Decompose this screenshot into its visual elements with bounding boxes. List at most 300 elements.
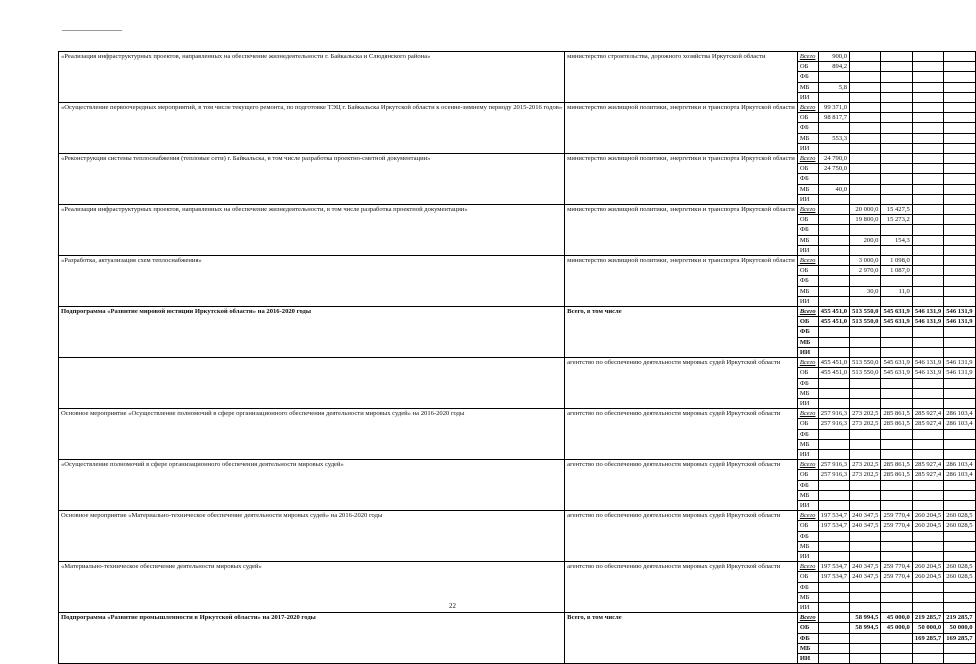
source-code-cell: ИИ [797,92,818,102]
executor-cell: министерство строительства, дорожного хозяйства Иркутской области [565,52,798,103]
year-value-cell: 11,0 [881,286,912,296]
year-value-cell [944,225,975,235]
source-code-cell: ИИ [797,398,818,408]
year-value-cell: 260 204,5 [912,521,943,531]
year-value-cell [912,582,943,592]
year-value-cell: 546 131,9 [944,317,975,327]
year-value-cell: 50 000,0 [912,623,943,633]
source-code-cell: Всего [797,460,818,470]
year-value-cell [881,541,912,551]
year-value-cell [818,266,849,276]
source-code-cell: МБ [797,541,818,551]
table-row [59,256,976,266]
table-row [59,613,976,623]
year-value-cell: 30,0 [850,286,881,296]
year-value-cell: 197 534,7 [818,562,849,572]
year-value-cell [850,551,881,561]
year-value-cell [850,531,881,541]
measure-title: «Осуществление полномочий в сфере организационного обеспечения деятельности мировых судей» [59,460,565,511]
year-value-cell: 15 273,2 [881,215,912,225]
source-code-cell: ИИ [797,347,818,357]
measure-title: Подпрограмма «Развитие мировой юстиции Иркутской области» на 2016-2020 годы [59,307,565,358]
year-value-cell: 545 631,9 [881,307,912,317]
year-value-cell [944,256,975,266]
source-code-cell: ОБ [797,623,818,633]
year-value-cell [881,449,912,459]
year-value-cell: 169 285,7 [944,633,975,643]
year-value-cell [881,429,912,439]
year-value-cell [850,398,881,408]
year-value-cell [818,551,849,561]
table-row [59,358,976,368]
year-value-cell: 260 028,5 [944,511,975,521]
year-value-cell: 260 204,5 [912,572,943,582]
year-value-cell [818,643,849,653]
year-value-cell [818,347,849,357]
year-value-cell [850,327,881,337]
measure-title: Основное мероприятие «Материально-техническое обеспечение деятельности мировых судей» на 2016-2020 годы [59,511,565,562]
year-value-cell [944,337,975,347]
year-value-cell [944,113,975,123]
year-value-cell: 273 202,5 [850,409,881,419]
year-value-cell: 285 927,4 [912,470,943,480]
year-value-cell: 545 631,9 [881,368,912,378]
year-value-cell [881,490,912,500]
measure-title: «Реконструкция системы теплоснабжения (тепловые сети) г. Байкальска, в том числе разработка проектно-сметной документации» [59,154,565,205]
year-value-cell: 219 285,7 [912,613,943,623]
year-value-cell [850,541,881,551]
year-value-cell [818,245,849,255]
year-value-cell [944,439,975,449]
source-code-cell: ОБ [797,113,818,123]
measure-title: Подпрограмма «Развитие промышленности в Иркутской области» на 2017-2020 годы [59,613,565,664]
year-value-cell [850,133,881,143]
year-value-cell [818,235,849,245]
source-code-cell: ОБ [797,419,818,429]
source-code-cell: МБ [797,490,818,500]
year-value-cell: 285 861,5 [881,409,912,419]
source-code-cell: ИИ [797,449,818,459]
source-code-cell: Всего [797,409,818,419]
year-value-cell [818,633,849,643]
year-value-cell [944,123,975,133]
year-value-cell [944,164,975,174]
year-value-cell: 513 550,0 [850,317,881,327]
measure-title [59,358,565,409]
year-value-cell [944,388,975,398]
source-code-cell: ИИ [797,500,818,510]
year-value-cell: 15 427,5 [881,205,912,215]
year-value-cell [944,490,975,500]
year-value-cell [818,429,849,439]
year-value-cell [944,215,975,225]
year-value-cell [912,398,943,408]
year-value-cell [944,174,975,184]
year-value-cell [944,276,975,286]
year-value-cell [912,347,943,357]
year-value-cell [881,194,912,204]
year-value-cell: 546 131,9 [912,317,943,327]
year-value-cell [850,103,881,113]
year-value-cell: 200,0 [850,235,881,245]
executor-cell: министерство жилищной политики, энергетики и транспорта Иркутской области [565,103,798,154]
year-value-cell [850,429,881,439]
year-value-cell [850,62,881,72]
year-value-cell [818,490,849,500]
year-value-cell: 197 534,7 [818,572,849,582]
year-value-cell [944,449,975,459]
year-value-cell: 154,3 [881,235,912,245]
year-value-cell [850,164,881,174]
year-value-cell [944,92,975,102]
year-value-cell [944,429,975,439]
year-value-cell [881,480,912,490]
year-value-cell: 260 028,5 [944,572,975,582]
year-value-cell [850,347,881,357]
year-value-cell [818,388,849,398]
source-code-cell: ФБ [797,123,818,133]
year-value-cell: 285 861,5 [881,460,912,470]
executor-cell: агентство по обеспечению деятельности мировых судей Иркутской области [565,562,798,613]
year-value-cell [912,154,943,164]
year-value-cell [881,398,912,408]
year-value-cell [881,184,912,194]
year-value-cell [912,103,943,113]
year-value-cell [850,72,881,82]
year-value-cell [850,184,881,194]
year-value-cell: 240 347,5 [850,511,881,521]
year-value-cell [912,245,943,255]
year-value-cell [818,225,849,235]
year-value-cell [818,623,849,633]
year-value-cell [881,296,912,306]
year-value-cell: 894,2 [818,62,849,72]
measure-title: «Реализация инфраструктурных проектов, направленных на обеспечение жизнедеятельности, в том числе разработка проектной документации» [59,205,565,256]
year-value-cell [881,113,912,123]
source-code-cell: ФБ [797,72,818,82]
year-value-cell [818,194,849,204]
year-value-cell: 197 534,7 [818,521,849,531]
source-code-cell: МБ [797,82,818,92]
year-value-cell [912,174,943,184]
year-value-cell: 45 000,0 [881,613,912,623]
year-value-cell [881,327,912,337]
year-value-cell [944,133,975,143]
year-value-cell [818,72,849,82]
source-code-cell: ИИ [797,653,818,663]
year-value-cell [850,653,881,663]
year-value-cell: 545 631,9 [881,358,912,368]
year-value-cell [881,653,912,663]
source-code-cell: ФБ [797,429,818,439]
source-code-cell: ИИ [797,194,818,204]
year-value-cell [881,582,912,592]
source-code-cell: ОБ [797,317,818,327]
year-value-cell [944,266,975,276]
source-code-cell: ИИ [797,245,818,255]
year-value-cell: 5,8 [818,82,849,92]
year-value-cell [944,296,975,306]
year-value-cell [818,92,849,102]
source-code-cell: ОБ [797,215,818,225]
source-code-cell: Всего [797,154,818,164]
year-value-cell [850,52,881,62]
table-row [59,205,976,215]
year-value-cell: 285 927,4 [912,460,943,470]
year-value-cell: 257 916,3 [818,409,849,419]
year-value-cell: 257 916,3 [818,470,849,480]
source-code-cell: ИИ [797,143,818,153]
executor-cell: агентство по обеспечению деятельности мировых судей Иркутской области [565,511,798,562]
year-value-cell [818,500,849,510]
year-value-cell [912,296,943,306]
year-value-cell: 3 000,0 [850,256,881,266]
year-value-cell [944,327,975,337]
year-value-cell [850,154,881,164]
year-value-cell [912,266,943,276]
year-value-cell [881,92,912,102]
year-value-cell [944,286,975,296]
year-value-cell [944,245,975,255]
year-value-cell: 455 451,0 [818,368,849,378]
year-value-cell [912,82,943,92]
measure-title: «Материально-техническое обеспечение деятельности мировых судей» [59,562,565,613]
year-value-cell [881,551,912,561]
year-value-cell [818,449,849,459]
year-value-cell [818,215,849,225]
year-value-cell [818,123,849,133]
source-code-cell: МБ [797,439,818,449]
source-code-cell: ОБ [797,164,818,174]
year-value-cell [912,276,943,286]
table-row [59,460,976,470]
table-row [59,307,976,317]
year-value-cell [912,592,943,602]
year-value-cell [944,602,975,612]
year-value-cell [850,194,881,204]
year-value-cell: 260 204,5 [912,562,943,572]
year-value-cell: 259 770,4 [881,562,912,572]
source-code-cell: ОБ [797,521,818,531]
year-value-cell [944,205,975,215]
year-value-cell [881,164,912,174]
year-value-cell: 286 103,4 [944,470,975,480]
table-body [59,52,976,664]
year-value-cell [850,82,881,92]
year-value-cell [881,123,912,133]
year-value-cell [881,82,912,92]
year-value-cell [850,592,881,602]
year-value-cell: 546 131,9 [912,307,943,317]
year-value-cell [881,62,912,72]
year-value-cell: 285 861,5 [881,470,912,480]
year-value-cell [944,154,975,164]
budget-table [58,51,976,664]
year-value-cell [881,531,912,541]
year-value-cell [912,62,943,72]
year-value-cell [912,480,943,490]
year-value-cell [881,143,912,153]
source-code-cell: ФБ [797,531,818,541]
year-value-cell [850,449,881,459]
year-value-cell [912,653,943,663]
year-value-cell [850,480,881,490]
year-value-cell [850,113,881,123]
executor-cell: Всего, в том числе [565,307,798,358]
year-value-cell: 513 550,0 [850,358,881,368]
year-value-cell [944,103,975,113]
year-value-cell [850,225,881,235]
year-value-cell [850,174,881,184]
year-value-cell [912,194,943,204]
year-value-cell: 240 347,5 [850,572,881,582]
year-value-cell [881,245,912,255]
year-value-cell [944,582,975,592]
source-code-cell: ФБ [797,480,818,490]
year-value-cell [912,388,943,398]
executor-cell: агентство по обеспечению деятельности мировых судей Иркутской области [565,409,798,460]
executor-cell: агентство по обеспечению деятельности мировых судей Иркутской области [565,358,798,409]
year-value-cell: 58 994,5 [850,613,881,623]
source-code-cell: ФБ [797,225,818,235]
measure-title: «Разработка, актуализация схем теплоснабжения» [59,256,565,307]
year-value-cell [818,286,849,296]
year-value-cell [818,541,849,551]
year-value-cell [881,225,912,235]
year-value-cell: 513 550,0 [850,368,881,378]
table-row [59,511,976,521]
year-value-cell [944,592,975,602]
year-value-cell: 58 994,5 [850,623,881,633]
year-value-cell [881,633,912,643]
source-code-cell: Всего [797,256,818,266]
year-value-cell [944,398,975,408]
source-code-cell: МБ [797,388,818,398]
year-value-cell [944,62,975,72]
table-row [59,409,976,419]
year-value-cell [881,643,912,653]
year-value-cell [912,286,943,296]
year-value-cell: 40,0 [818,184,849,194]
year-value-cell: 2 970,0 [850,266,881,276]
year-value-cell [818,337,849,347]
executor-cell: министерство жилищной политики, энергетики и транспорта Иркутской области [565,205,798,256]
executor-cell: министерство жилищной политики, энергетики и транспорта Иркутской области [565,154,798,205]
source-code-cell: Всего [797,613,818,623]
source-code-cell: ОБ [797,572,818,582]
source-code-cell: ОБ [797,62,818,72]
source-code-cell: Всего [797,307,818,317]
year-value-cell: 546 131,9 [912,368,943,378]
year-value-cell: 455 451,0 [818,358,849,368]
year-value-cell [944,347,975,357]
year-value-cell [912,113,943,123]
year-value-cell [912,72,943,82]
year-value-cell [818,174,849,184]
year-value-cell [944,551,975,561]
source-code-cell: ФБ [797,276,818,286]
year-value-cell: 553,3 [818,133,849,143]
year-value-cell [912,205,943,215]
source-code-cell: ФБ [797,582,818,592]
source-code-cell: ИИ [797,551,818,561]
year-value-cell [912,123,943,133]
year-value-cell: 273 202,5 [850,470,881,480]
year-value-cell: 219 285,7 [944,613,975,623]
year-value-cell: 285 927,4 [912,419,943,429]
year-value-cell: 259 770,4 [881,572,912,582]
year-value-cell: 455 451,0 [818,317,849,327]
year-value-cell [850,500,881,510]
year-value-cell: 546 131,9 [944,368,975,378]
year-value-cell [944,143,975,153]
year-value-cell [850,490,881,500]
year-value-cell [881,500,912,510]
year-value-cell: 1 098,0 [881,256,912,266]
year-value-cell: 240 347,5 [850,562,881,572]
year-value-cell [912,143,943,153]
year-value-cell: 259 770,4 [881,521,912,531]
year-value-cell [912,92,943,102]
year-value-cell: 545 631,9 [881,317,912,327]
year-value-cell [850,123,881,133]
year-value-cell [944,194,975,204]
year-value-cell [850,633,881,643]
source-code-cell: Всего [797,358,818,368]
year-value-cell [912,52,943,62]
year-value-cell [881,439,912,449]
year-value-cell [944,82,975,92]
year-value-cell [818,613,849,623]
year-value-cell: 286 103,4 [944,409,975,419]
year-value-cell [912,551,943,561]
header-rule [62,30,122,31]
year-value-cell [944,52,975,62]
year-value-cell: 1 087,0 [881,266,912,276]
executor-cell: Всего, в том числе [565,613,798,664]
year-value-cell [850,245,881,255]
table-row [59,52,976,62]
source-code-cell: ОБ [797,368,818,378]
year-value-cell [818,205,849,215]
year-value-cell [881,388,912,398]
source-code-cell: Всего [797,103,818,113]
year-value-cell [912,602,943,612]
source-code-cell: Всего [797,562,818,572]
source-code-cell: ФБ [797,633,818,643]
year-value-cell [881,592,912,602]
year-value-cell [912,337,943,347]
year-value-cell [881,276,912,286]
year-value-cell [912,531,943,541]
source-code-cell: МБ [797,184,818,194]
year-value-cell: 260 204,5 [912,511,943,521]
year-value-cell [881,103,912,113]
source-code-cell: Всего [797,52,818,62]
year-value-cell [850,143,881,153]
year-value-cell [944,500,975,510]
year-value-cell: 169 285,7 [912,633,943,643]
year-value-cell [818,592,849,602]
year-value-cell [912,225,943,235]
measure-title: «Осуществление первоочередных мероприятий, в том числе текущего ремонта, по подготовке ТЭЦ г. Байкальска Иркутской области к осенне-зимнему периоду 2015-2016 годов» [59,103,565,154]
year-value-cell: 273 202,5 [850,419,881,429]
source-code-cell: МБ [797,235,818,245]
year-value-cell: 98 817,7 [818,113,849,123]
year-value-cell: 240 347,5 [850,521,881,531]
year-value-cell [818,531,849,541]
year-value-cell: 455 451,0 [818,307,849,317]
